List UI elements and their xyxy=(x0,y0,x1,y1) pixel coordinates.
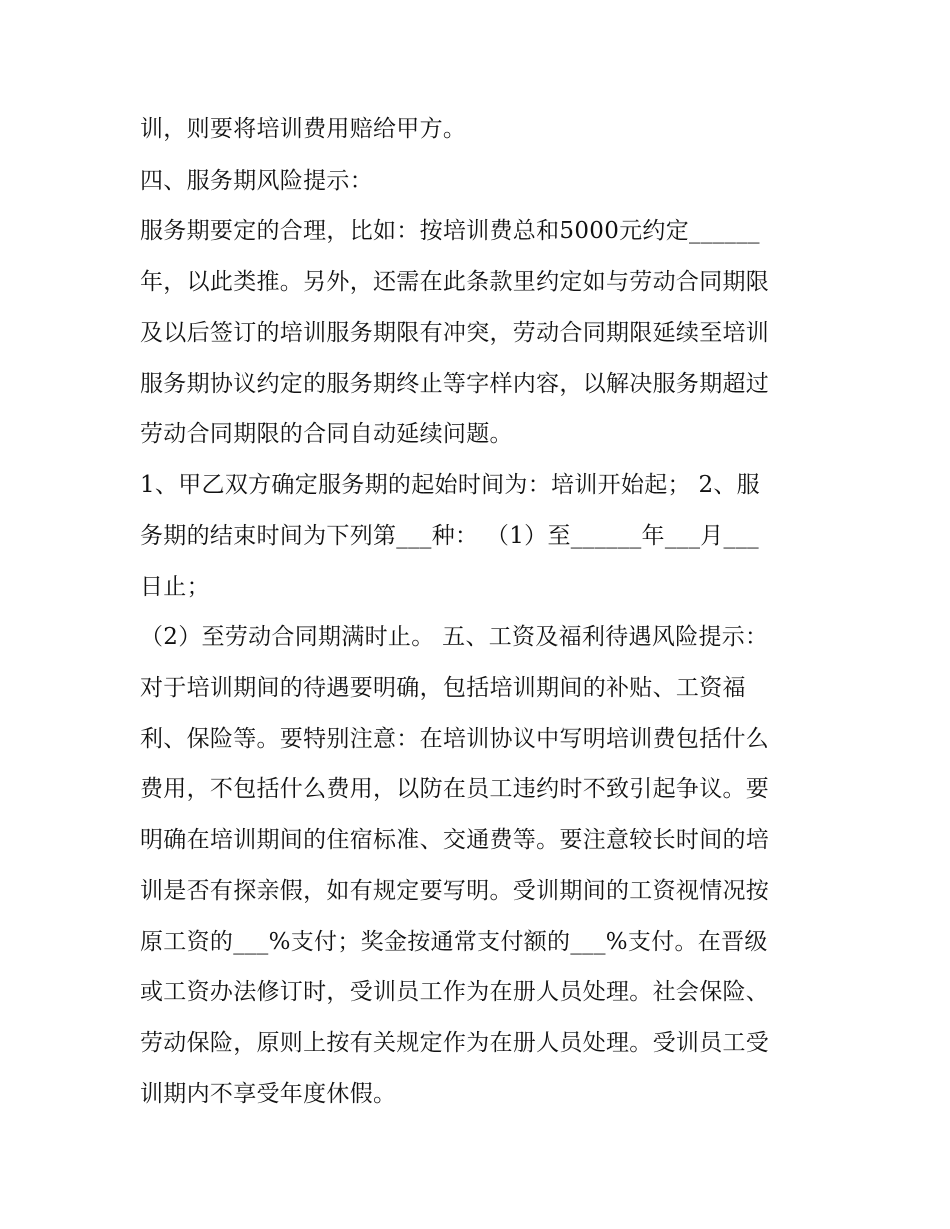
text-line: 日止； xyxy=(140,574,210,600)
text-line: 费用，不包括什么费用，以防在员工违约时不致引起争议。要 xyxy=(140,776,770,802)
text-line: 劳动保险，原则上按有关规定作为在册人员处理。受训员工受 xyxy=(140,1030,770,1056)
text-line: 训，则要将培训费用赔给甲方。 xyxy=(140,116,467,142)
section-heading: 四、服务期风险提示： xyxy=(140,168,373,194)
text-line: （2）至劳动合同期满时止。 五、工资及福利待遇风险提示： xyxy=(140,624,769,650)
text-line: 原工资的___%支付；奖金按通常支付额的___%支付。在晋级 xyxy=(140,929,768,955)
text-line: 及以后签订的培训服务期限有冲突，劳动合同期限延续至培训 xyxy=(140,320,770,346)
text-line: 务期的结束时间为下列第___种： （1）至______年___月___ xyxy=(140,523,759,549)
text-line: 1、甲乙双方确定服务期的起始时间为：培训开始起； 2、服 xyxy=(140,472,760,498)
text-line: 对于培训期间的待遇要明确，包括培训期间的补贴、工资福 xyxy=(140,675,746,701)
text-line: 或工资办法修订时，受训员工作为在册人员处理。社会保险、 xyxy=(140,979,770,1005)
text-line: 年，以此类推。另外，还需在此条款里约定如与劳动合同期限 xyxy=(140,269,770,295)
text-line: 明确在培训期间的住宿标准、交通费等。要注意较长时间的培 xyxy=(140,827,770,853)
text-line: 服务期要定的合理，比如：按培训费总和5000元约定______ xyxy=(140,218,760,244)
text-line: 劳动合同期限的合同自动延续问题。 xyxy=(140,421,513,447)
text-line: 训是否有探亲假，如有规定要写明。受训期间的工资视情况按 xyxy=(140,878,770,904)
text-line: 训期内不享受年度休假。 xyxy=(140,1081,397,1107)
text-line: 服务期协议约定的服务期终止等字样内容，以解决服务期超过 xyxy=(140,371,770,397)
text-line: 利、保险等。要特别注意：在培训协议中写明培训费包括什么 xyxy=(140,726,770,752)
